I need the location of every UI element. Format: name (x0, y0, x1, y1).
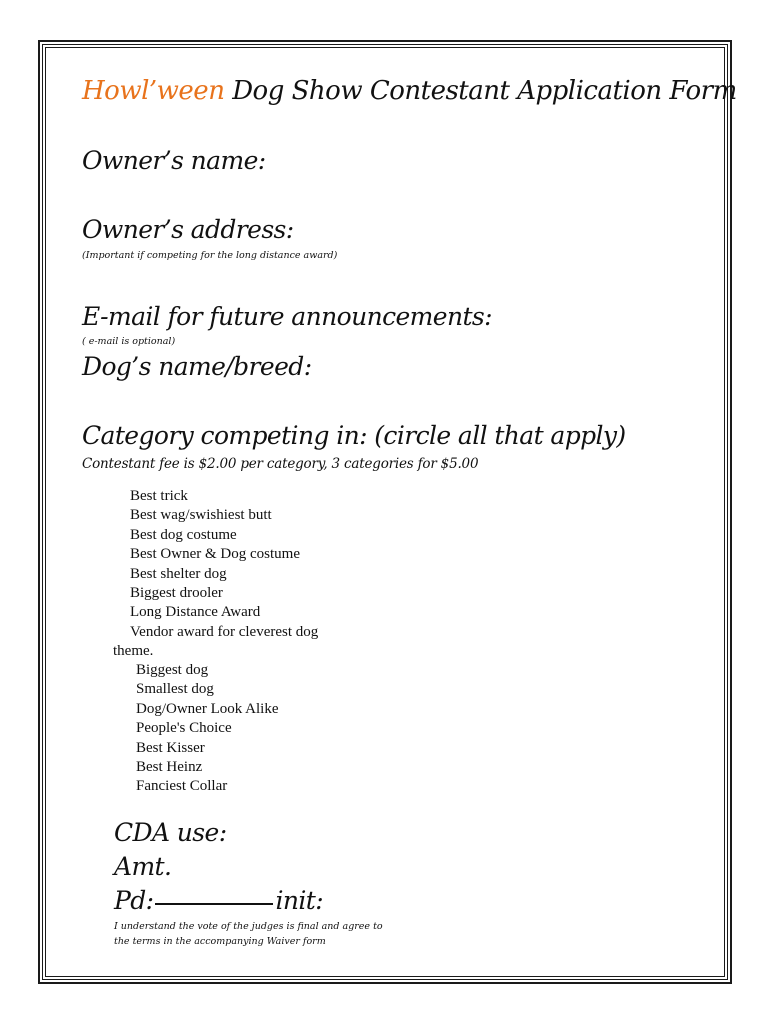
category-item: Best dog costume (130, 526, 237, 543)
cda-init-label: init: (275, 886, 324, 915)
waiver-line: I understand the vote of the judges is final and agree to (114, 921, 383, 932)
category-item: Best wag/swishiest butt (130, 507, 272, 524)
category-item: Best shelter dog (130, 565, 227, 582)
category-item: Fanciest Collar (136, 778, 228, 795)
category-wrap: theme. (113, 643, 154, 659)
category-label: Category competing in: (circle all that apply) (82, 421, 626, 450)
category-item: Smallest dog (136, 681, 214, 698)
pd-blank-line (155, 903, 273, 905)
dog-name-breed-label: Dog’s name/breed: (82, 352, 312, 381)
category-item: Best Heinz (136, 759, 203, 776)
category-item: Best Kisser (136, 739, 205, 756)
category-item: Long Distance Award (130, 604, 261, 621)
owner-address-note: (Important if competing for the long distance award) (82, 250, 338, 261)
category-item: Best Owner & Dog costume (130, 546, 300, 563)
category-item: Biggest dog (136, 662, 209, 678)
owner-name-label: Owner’s name: (82, 146, 266, 175)
category-list-a (130, 487, 318, 642)
owner-address-label: Owner’s address: (82, 215, 294, 244)
fee-note: Contestant fee is $2.00 per category, 3 categories for $5.00 (82, 456, 479, 472)
email-label: E-mail for future announcements: (82, 302, 492, 331)
category-item: Vendor award for cleverest dog (130, 623, 319, 640)
cda-use-label: CDA use: (114, 818, 227, 847)
title-rest: Dog Show Contestant Application Form (224, 76, 737, 106)
email-note: ( e-mail is optional) (82, 336, 176, 347)
title-accent: Howl’ween (82, 76, 225, 106)
category-item: Best trick (130, 488, 188, 504)
cda-amt-label: Amt. (114, 852, 172, 881)
cda-pd-label: Pd: (114, 886, 154, 915)
category-item: People's Choice (136, 720, 232, 737)
category-item: Dog/Owner Look Alike (136, 700, 279, 717)
cda-pd-row (114, 886, 323, 915)
waiver-line: the terms in the accompanying Waiver form (114, 935, 326, 947)
category-list-b (136, 661, 278, 797)
category-item: Biggest drooler (130, 585, 223, 602)
waiver-statement (114, 920, 394, 949)
form-title (82, 76, 737, 106)
